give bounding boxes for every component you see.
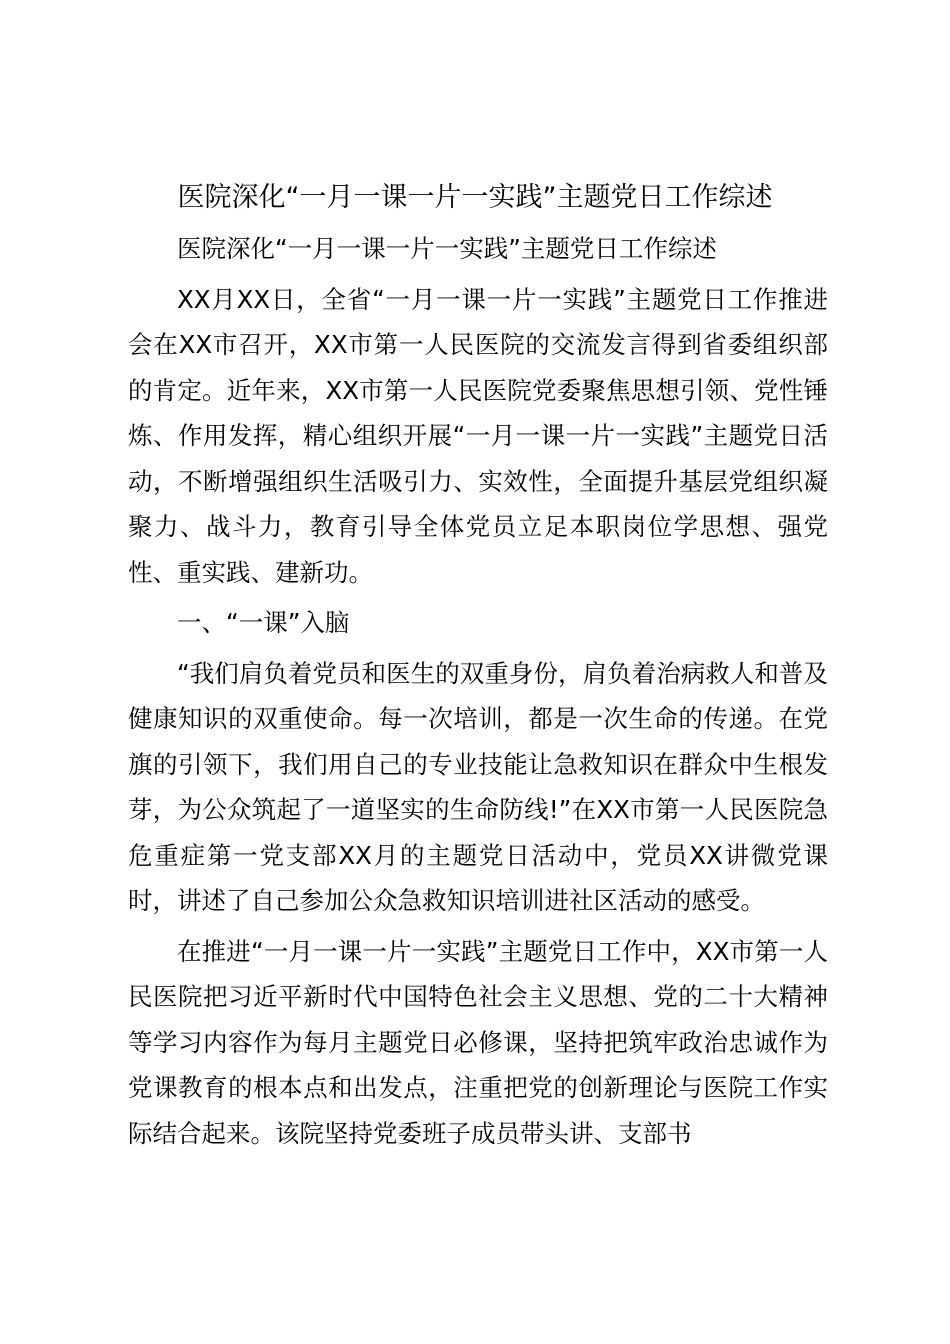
document-subtitle: 医院深化“一月一课一片一实践”主题党日工作综述: [177, 234, 717, 263]
document-title: 医院深化“一月一课一片一实践”主题党日工作综述: [177, 182, 773, 213]
paragraph-practice: 在推进“一月一课一片一实践”主题党日工作中，XX市第一人民医院把习近平新时代中国特色社会主义思想、党的二十大精神等学习内容作为每月主题党日必修课，坚持把筑牢政治忠诚作为党课教育的根本点和出发点，注重把党的创新理论与医院工作实际结合起来。该院坚持党委班子成员带头讲、支部书: [128, 936, 828, 1148]
document-body: [128, 226, 828, 1156]
paragraph-quote: “我们肩负着党员和医生的双重身份，肩负着治病救人和普及健康知识的双重使命。每一次培训，都是一次生命的传递。在党旗的引领下，我们用自己的专业技能让急救知识在群众中生根发芽，为公众筑起了一道坚实的生命防线!”在XX市第一人民医院急危重症第一党支部XX月的主题党日活动中，党员XX讲微党课时，讲述了自己参加公众急救知识培训进社区活动的感受。: [128, 658, 828, 915]
section-heading: 一、“一课”入脑: [177, 608, 350, 637]
paragraph-intro: XX月XX日，全省“一月一课一片一实践”主题党日工作推进会在XX市召开，XX市第一人民医院的交流发言得到省委组织部的肯定。近年来，XX市第一人民医院党委聚焦思想引领、党性锤炼、作用发挥，精心组织开展“一月一课一片一实践”主题党日活动，不断增强组织生活吸引力、实效性，全面提升基层党组织凝聚力、战斗力，教育引导全体党员立足本职岗位学思想、强党性、重实践、建新功。: [128, 284, 828, 587]
